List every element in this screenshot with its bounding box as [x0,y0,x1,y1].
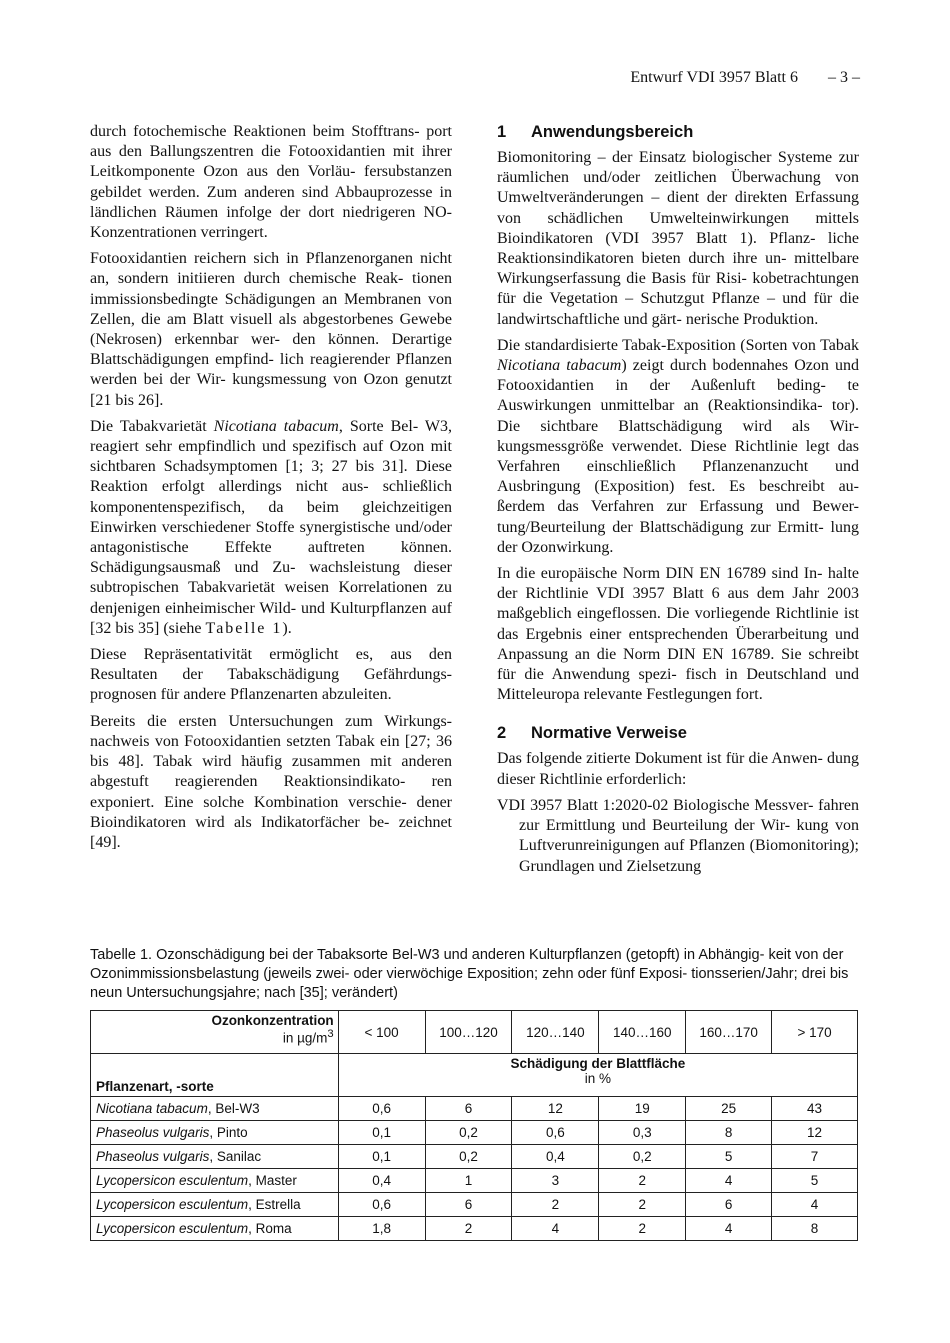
table-cell: 2 [599,1193,686,1217]
damage-unit: in % [584,1071,611,1086]
species-name: Nicotiana tabacum [213,417,339,435]
table-cell: 12 [512,1097,599,1121]
table-row [91,1217,858,1241]
cultivar-name: , Pinto [209,1125,248,1140]
section-heading [497,122,859,142]
table-cell: 0,1 [338,1145,425,1169]
column-header: > 170 [772,1011,858,1054]
table-cell: 6 [686,1193,772,1217]
plant-header: Pflanzenart, -sorte [91,1054,339,1097]
species-name: Nicotiana tabacum [497,357,622,375]
cultivar-name: , Bel-W3 [207,1101,260,1116]
cultivar-name: , Estrella [248,1197,301,1212]
section-number: 2 [497,724,507,743]
plant-name [91,1121,339,1145]
table-cell: 7 [772,1145,858,1169]
concentration-label: Ozonkonzentration [211,1013,334,1028]
table-cell: 0,2 [425,1145,512,1169]
column-header: 100…120 [425,1011,512,1054]
paragraph [497,336,859,558]
table-cell: 3 [512,1169,599,1193]
paragraph: Fotooxidantien reichern sich in Pflanzenorganen nicht an, sondern initiieren durch chemische Reak- tionen immissionsbedingte Schädigungen an Membranen von Zellen, die am Blatt visuell als abgestorbenes Gewebe (Nekrosen) erkennbar wer- den können. Derartige Blattschädigungen empfind- lich reagierender Pflanzen werden bei der Wir- kungsmessung von Ozon genutzt [21 bis 26]. [90,250,452,409]
unit-exponent: 3 [327,1028,334,1040]
paragraph [90,417,452,639]
concentration-unit: in µg/m [282,1030,328,1046]
paragraph: Biomonitoring – der Einsatz biologischer Systeme zur räumlichen und/oder zeitlichen Überwachung von Umweltveränderungen – dient der direkten Erfassung von schädlichen Umwelteinwirkungen mittels Bioindikatoren (VDI 3957 Blatt 1). Pflanz- liche Reaktionsindikatoren bieten durch ihre un- mittelbare Wirkungserfassung die Basis für Risi- kobetrachtungen für die Vegetation – Schutzgut Pflanze – und für die landwirtschaftliche und gärt- nerische Produktion. [497,149,859,328]
document-id: Entwurf VDI 3957 Blatt 6 [630,69,798,86]
species-name: Nicotiana tabacum [96,1101,208,1116]
table-cell: 19 [599,1097,686,1121]
paragraph: durch fotochemische Reaktionen beim Stofftrans- port aus den Ballungszentren die Fotooxidantien mit ihrer Leitkomponente Ozon aus den Vorläu- fersubstanzen gebildet werden. Zum anderen sind Abbauprozesse in ländlichen Räumen infolge der dort niedrigeren NO-Konzentrationen verringert. [90,123,452,242]
table-cell: 5 [772,1169,858,1193]
table-cell: 12 [772,1121,858,1145]
cultivar-name: , Sanilac [209,1149,262,1164]
cultivar-name: , Roma [248,1221,292,1236]
page-header [500,68,860,88]
table-cell: 0,6 [512,1121,599,1145]
species-name: Phaseolus vulgaris [96,1149,210,1164]
damage-header [338,1054,857,1097]
plant-name [91,1217,339,1241]
section-title: Anwendungsbereich [531,123,694,141]
table-cell: 1 [425,1169,512,1193]
table-cell: 4 [686,1169,772,1193]
left-column [90,122,452,859]
text-run: ). [282,619,292,637]
right-column [497,122,859,883]
text-run: Die standardisierte Tabak-Exposition (Sorten von Tabak [497,336,859,354]
text-run: Die Tabakvarietät [90,417,214,435]
table-row [91,1121,858,1145]
table-cell: 0,1 [338,1121,425,1145]
page-number: – 3 – [828,69,860,86]
table-cell: 43 [772,1097,858,1121]
column-header: 120…140 [512,1011,599,1054]
table-cell: 2 [512,1193,599,1217]
table-cell: 6 [425,1097,512,1121]
table-cell: 6 [425,1193,512,1217]
table-cell: 1,8 [338,1217,425,1241]
paragraph: Das folgende zitierte Dokument ist für die Anwen- dung dieser Richtlinie erforderlich: [497,750,859,788]
table-cell: 2 [599,1169,686,1193]
paragraph: Diese Repräsentativität ermöglicht es, aus den Resultaten der Tabakschädigung Gefährdungs- prognosen für andere Pflanzenarten abzuleiten. [90,646,452,704]
table-cell: 5 [686,1145,772,1169]
species-name: Phaseolus vulgaris [96,1125,210,1140]
table-row [91,1097,858,1121]
damage-label: Schädigung der Blattfläche [510,1056,686,1071]
table-reference: Tabelle 1 [205,619,283,637]
paragraph: In die europäische Norm DIN EN 16789 sind In- halte der Richtlinie VDI 3957 Blatt 6 aus dem Jahr 2003 maßgeblich eingeflossen. Die vorliegende Richtlinie ist das Ergebnis einer entsprechenden Überarbeitung und Anpassung an die Norm DIN EN 16789. Sie schreibt für die Anwendung spezi- fisch in Deutschland und Mitteleuropa relevante Festlegungen fort. [497,565,859,704]
plant-name [91,1169,339,1193]
table-caption: Tabelle 1. Ozonschädigung bei der Tabaksorte Bel-W3 und anderen Kulturpflanzen (getopft) in Abhängig- keit von der Ozonimmissionsbelastung (jeweils zwei- oder vierwöchige Exposition; zehn oder fünf Exposi- tionsserien/Jahr; drei bis neun Untersuchungsjahre; nach [35]; verändert) [90,947,849,1001]
concentration-header [91,1011,339,1054]
table-row [91,1145,858,1169]
table-cell: 2 [425,1217,512,1241]
species-name: Lycopersicon esculentum [96,1221,249,1236]
table-cell: 4 [512,1217,599,1241]
text-run: , Sorte Bel- W3, reagiert sehr empfindlich und spezifisch auf Ozon mit sichtbaren Schadsymptomen [1; 3; 27 bis 31]. Diese Reaktion erfolgt allerdings nicht aus- schließlich komponentenspezifisch, da beim gleichzeitigen Einwirken verschiedener Stoffe synergistische und/oder antagonistische Effekte auftreten können. Schädigungsausmaß und Zu- wachsleistung dieser subtropischen Tabakvarietät weisen Korrelationen zu denjenigen einheimischer Wild- und Kulturpflanzen auf [32 bis 35] (siehe [90,417,452,637]
species-name: Lycopersicon esculentum [96,1197,249,1212]
header-row [91,1011,858,1054]
normative-reference: VDI 3957 Blatt 1:2020-02 Biologische Messver- fahren zur Ermittlung und Beurteilung der Wir- kung von Luftverunreinigungen auf Pflanzen (Biomonitoring); Grundlagen und Zielsetzung [497,796,859,875]
table-cell: 4 [772,1193,858,1217]
table-row [91,1169,858,1193]
table-cell: 0,6 [338,1097,425,1121]
table-cell: 0,4 [338,1169,425,1193]
table-cell: 0,2 [599,1145,686,1169]
paragraph: Bereits die ersten Untersuchungen zum Wirkungs- nachweis von Fotooxidantien setzten Tabak ein [27; 36 bis 48]. Tabak wird häufig zusammen mit anderen abgestuft reagierenden Reaktionsindikato- ren exponiert. Eine solche Kombination verschie- dener Bioindikatoren wird als Indikatorfächer be- zeichnet [49]. [90,712,452,851]
cultivar-name: , Master [248,1173,297,1188]
plant-name [91,1097,339,1121]
table-cell: 0,4 [512,1145,599,1169]
section-title: Normative Verweise [531,724,687,743]
table-cell: 8 [772,1217,858,1241]
table-cell: 0,2 [425,1121,512,1145]
column-header: 160…170 [686,1011,772,1054]
table-row [91,1193,858,1217]
table-cell: 0,3 [599,1121,686,1145]
table-cell: 0,6 [338,1193,425,1217]
text-run: ) zeigt durch bodennahes Ozon und Fotooxidantien in der Außenluft beding- te Auswirkungen unmittelbar an (Reaktionsindika- tor). Die sichtbare Blattschädigung wird als Wir- kungsmessgröße verwendet. Diese Richtlinie legt das Verfahren einschließlich Pflanzenanzucht und Ausbringung (Exposition) fest. Es beschreibt au- ßerdem das Verfahren zur Erfassung und Bewer- tung/Beurteilung der Blattschädigung zur Ermitt- lung der Ozonwirkung. [497,357,859,556]
species-name: Lycopersicon esculentum [96,1173,249,1188]
column-header: 140…160 [599,1011,686,1054]
ozone-damage-table [90,1010,858,1241]
plant-name [91,1193,339,1217]
subheader-row [91,1054,858,1097]
section-number: 1 [497,123,507,141]
table-cell: 8 [686,1121,772,1145]
plant-name [91,1145,339,1169]
section-heading [497,723,859,743]
table-cell: 2 [599,1217,686,1241]
table-cell: 25 [686,1097,772,1121]
column-header: < 100 [338,1011,425,1054]
table-cell: 4 [686,1217,772,1241]
